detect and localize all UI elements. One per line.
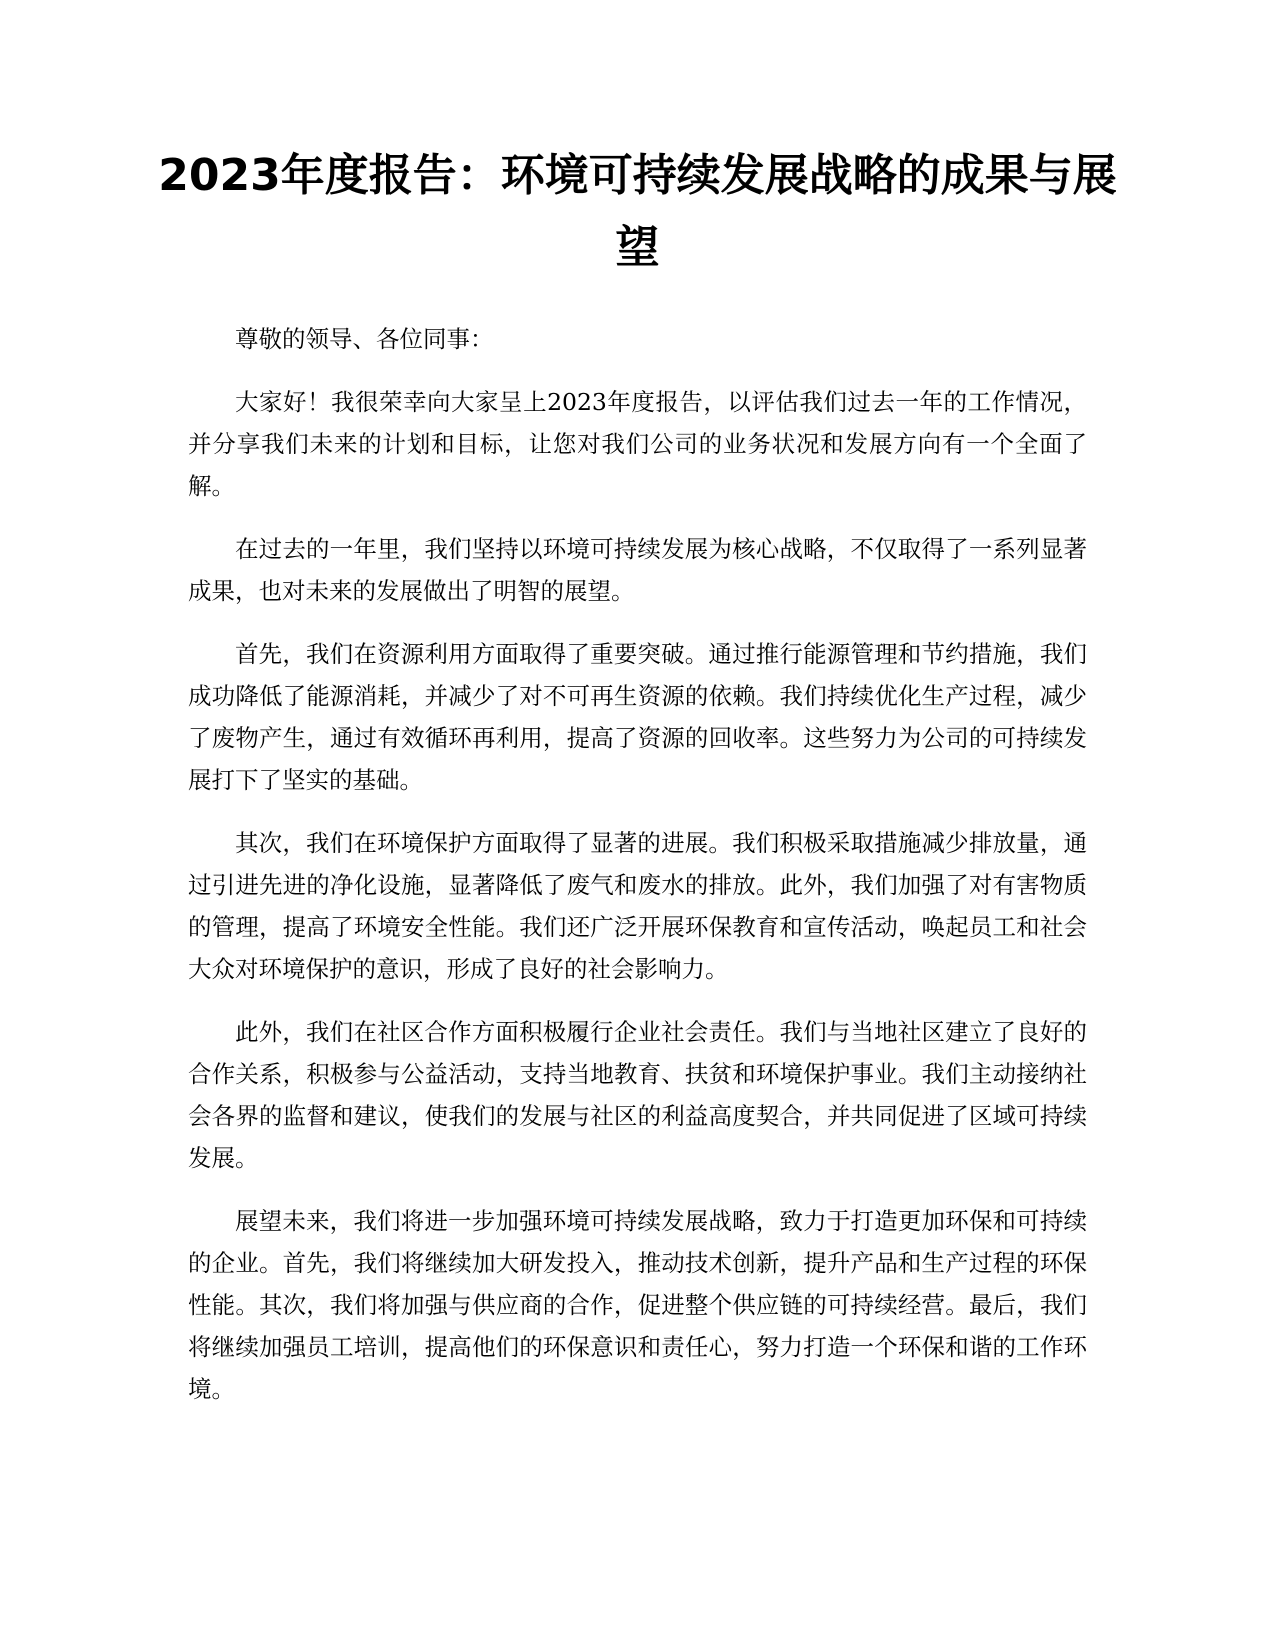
document-title: 2023年度报告：环境可持续发展战略的成果与展望 — [158, 150, 1117, 273]
paragraph-1: 大家好！我很荣幸向大家呈上2023年度报告，以评估我们过去一年的工作情况，并分享我们未来的计划和目标，让您对我们公司的业务状况和发展方向有一个全面了解。 — [188, 388, 1087, 500]
greeting: 尊敬的领导、各位同事： — [235, 325, 494, 353]
paragraph-6: 展望未来，我们将进一步加强环境可持续发展战略，致力于打造更加环保和可持续的企业。首先，我们将继续加大研发投入，推动技术创新，提升产品和生产过程的环保性能。其次，我们将加强与供应商的合作，促进整个供应链的可持续经营。最后，我们将继续加强员工培训，提高他们的环保意识和责任心，努力打造一个环保和谐的工作环境。 — [188, 1207, 1087, 1403]
paragraph-5: 此外，我们在社区合作方面积极履行企业社会责任。我们与当地社区建立了良好的合作关系，积极参与公益活动，支持当地教育、扶贫和环境保护事业。我们主动接纳社会各界的监督和建议，使我们的发展与社区的利益高度契合，并共同促进了区域可持续发展。 — [188, 1018, 1087, 1172]
paragraph-3: 首先，我们在资源利用方面取得了重要突破。通过推行能源管理和节约措施，我们成功降低了能源消耗，并减少了对不可再生资源的依赖。我们持续优化生产过程，减少了废物产生，通过有效循环再利用，提高了资源的回收率。这些努力为公司的可持续发展打下了坚实的基础。 — [188, 640, 1087, 794]
paragraph-4: 其次，我们在环境保护方面取得了显著的进展。我们积极采取措施减少排放量，通过引进先进的净化设施，显著降低了废气和废水的排放。此外，我们加强了对有害物质的管理，提高了环境安全性能。我们还广泛开展环保教育和宣传活动，唤起员工和社会大众对环境保护的意识，形成了良好的社会影响力。 — [188, 829, 1087, 983]
document-body — [188, 318, 1087, 1431]
paragraph-2: 在过去的一年里，我们坚持以环境可持续发展为核心战略，不仅取得了一系列显著成果，也对未来的发展做出了明智的展望。 — [188, 535, 1087, 605]
